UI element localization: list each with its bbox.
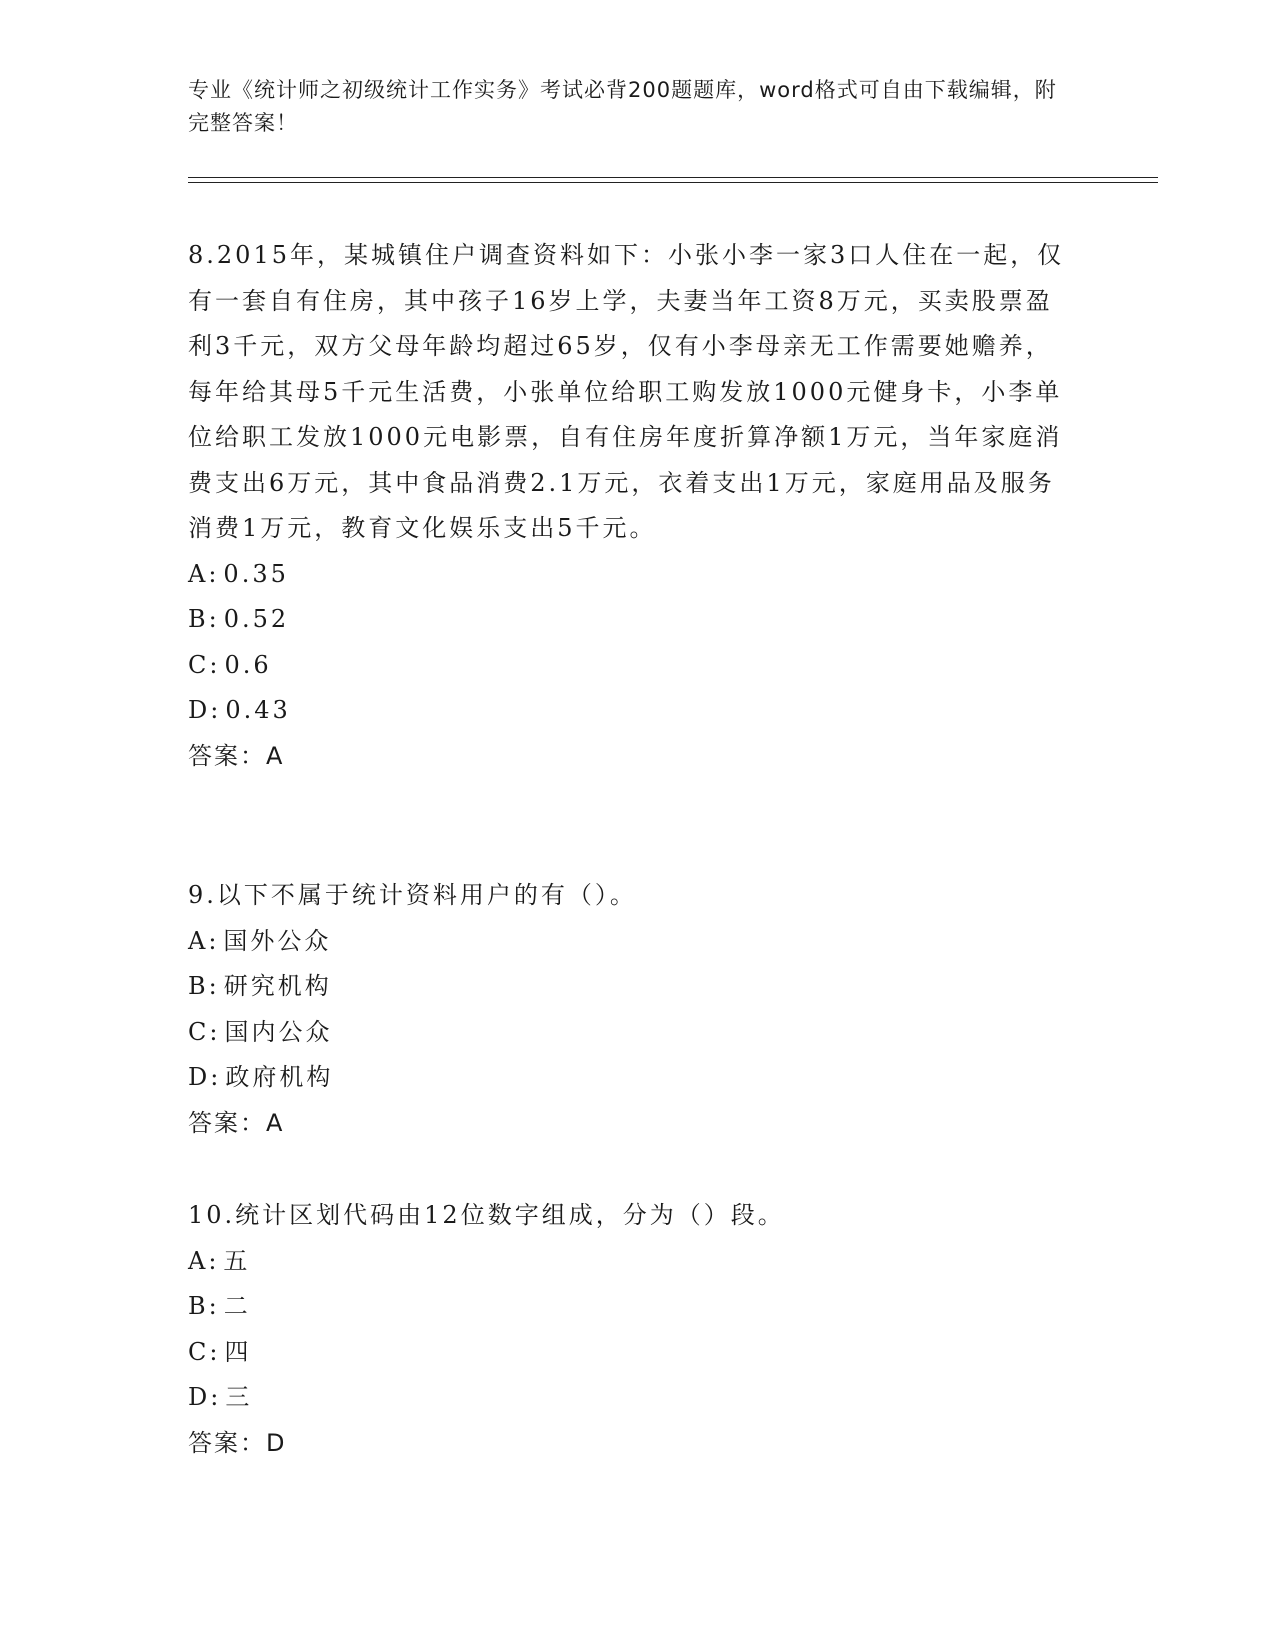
option-c	[188, 643, 1078, 689]
option-a	[188, 1239, 1078, 1285]
option-label: B:	[188, 972, 220, 1000]
document-header	[188, 74, 1068, 140]
header-title: 专业《统计师之初级统计工作实务》考试必背200题题库，word格式可自由下载编辑，附完整答案！	[188, 78, 1057, 135]
question-stem: 10.统计区划代码由12位数字组成，分为（）段。	[188, 1201, 785, 1229]
option-label: D:	[188, 696, 222, 724]
option-text: 0.52	[223, 605, 290, 633]
option-text: 研究机构	[223, 972, 332, 1000]
question-8	[188, 233, 1078, 779]
question-stem: 9.以下不属于统计资料用户的有（）。	[188, 881, 637, 909]
question-9	[188, 873, 1078, 1146]
option-label: B:	[188, 605, 220, 633]
option-text: 国内公众	[224, 1017, 333, 1046]
option-text: 三	[225, 1383, 253, 1411]
answer: 答案：A	[188, 741, 285, 770]
header-divider-top	[188, 177, 1158, 178]
question-stem: 8.2015年，某城镇住户调查资料如下：小张小李一家3口人住在一起，仅有一套自有住房，其中孩子16岁上学，夫妻当年工资8万元，买卖股票盈利3千元，双方父母年龄均超过65岁，仅有小李母亲无工作需要她赡养，每年给其母5千元生活费，小张单位给职工购发放1000元健身卡，小李单位给职工发放1000元电影票，自有住房年度折算净额1万元，当年家庭消费支出6万元，其中食品消费2.1万元，衣着支出1万元，家庭用品及服务消费1万元，教育文化娱乐支出5千元。	[188, 241, 1065, 542]
option-text: 0.43	[225, 696, 291, 724]
option-label: C:	[188, 1337, 221, 1366]
answer: 答案：A	[188, 1108, 285, 1137]
option-a	[188, 919, 1078, 965]
option-c	[188, 1010, 1078, 1056]
option-label: A:	[188, 926, 220, 955]
option-d	[188, 1055, 1078, 1101]
option-label: D:	[188, 1063, 222, 1091]
option-d	[188, 688, 1078, 734]
option-label: B:	[188, 1292, 220, 1320]
question-10	[188, 1193, 1078, 1466]
option-b	[188, 1284, 1078, 1330]
option-label: C:	[188, 650, 221, 679]
answer: 答案：D	[188, 1428, 287, 1457]
option-text: 国外公众	[223, 926, 332, 955]
option-b	[188, 964, 1078, 1010]
option-text: 政府机构	[225, 1063, 334, 1091]
header-divider-bottom	[188, 182, 1158, 183]
option-text: 四	[224, 1337, 252, 1366]
option-label: C:	[188, 1017, 221, 1046]
option-b	[188, 597, 1078, 643]
option-text: 二	[223, 1292, 251, 1320]
option-label: A:	[188, 559, 220, 588]
option-c	[188, 1330, 1078, 1376]
option-label: D:	[188, 1383, 222, 1411]
option-a	[188, 552, 1078, 598]
option-text: 0.6	[224, 650, 272, 679]
option-label: A:	[188, 1246, 220, 1275]
option-text: 0.35	[223, 559, 289, 588]
option-d	[188, 1375, 1078, 1421]
option-text: 五	[223, 1246, 251, 1275]
